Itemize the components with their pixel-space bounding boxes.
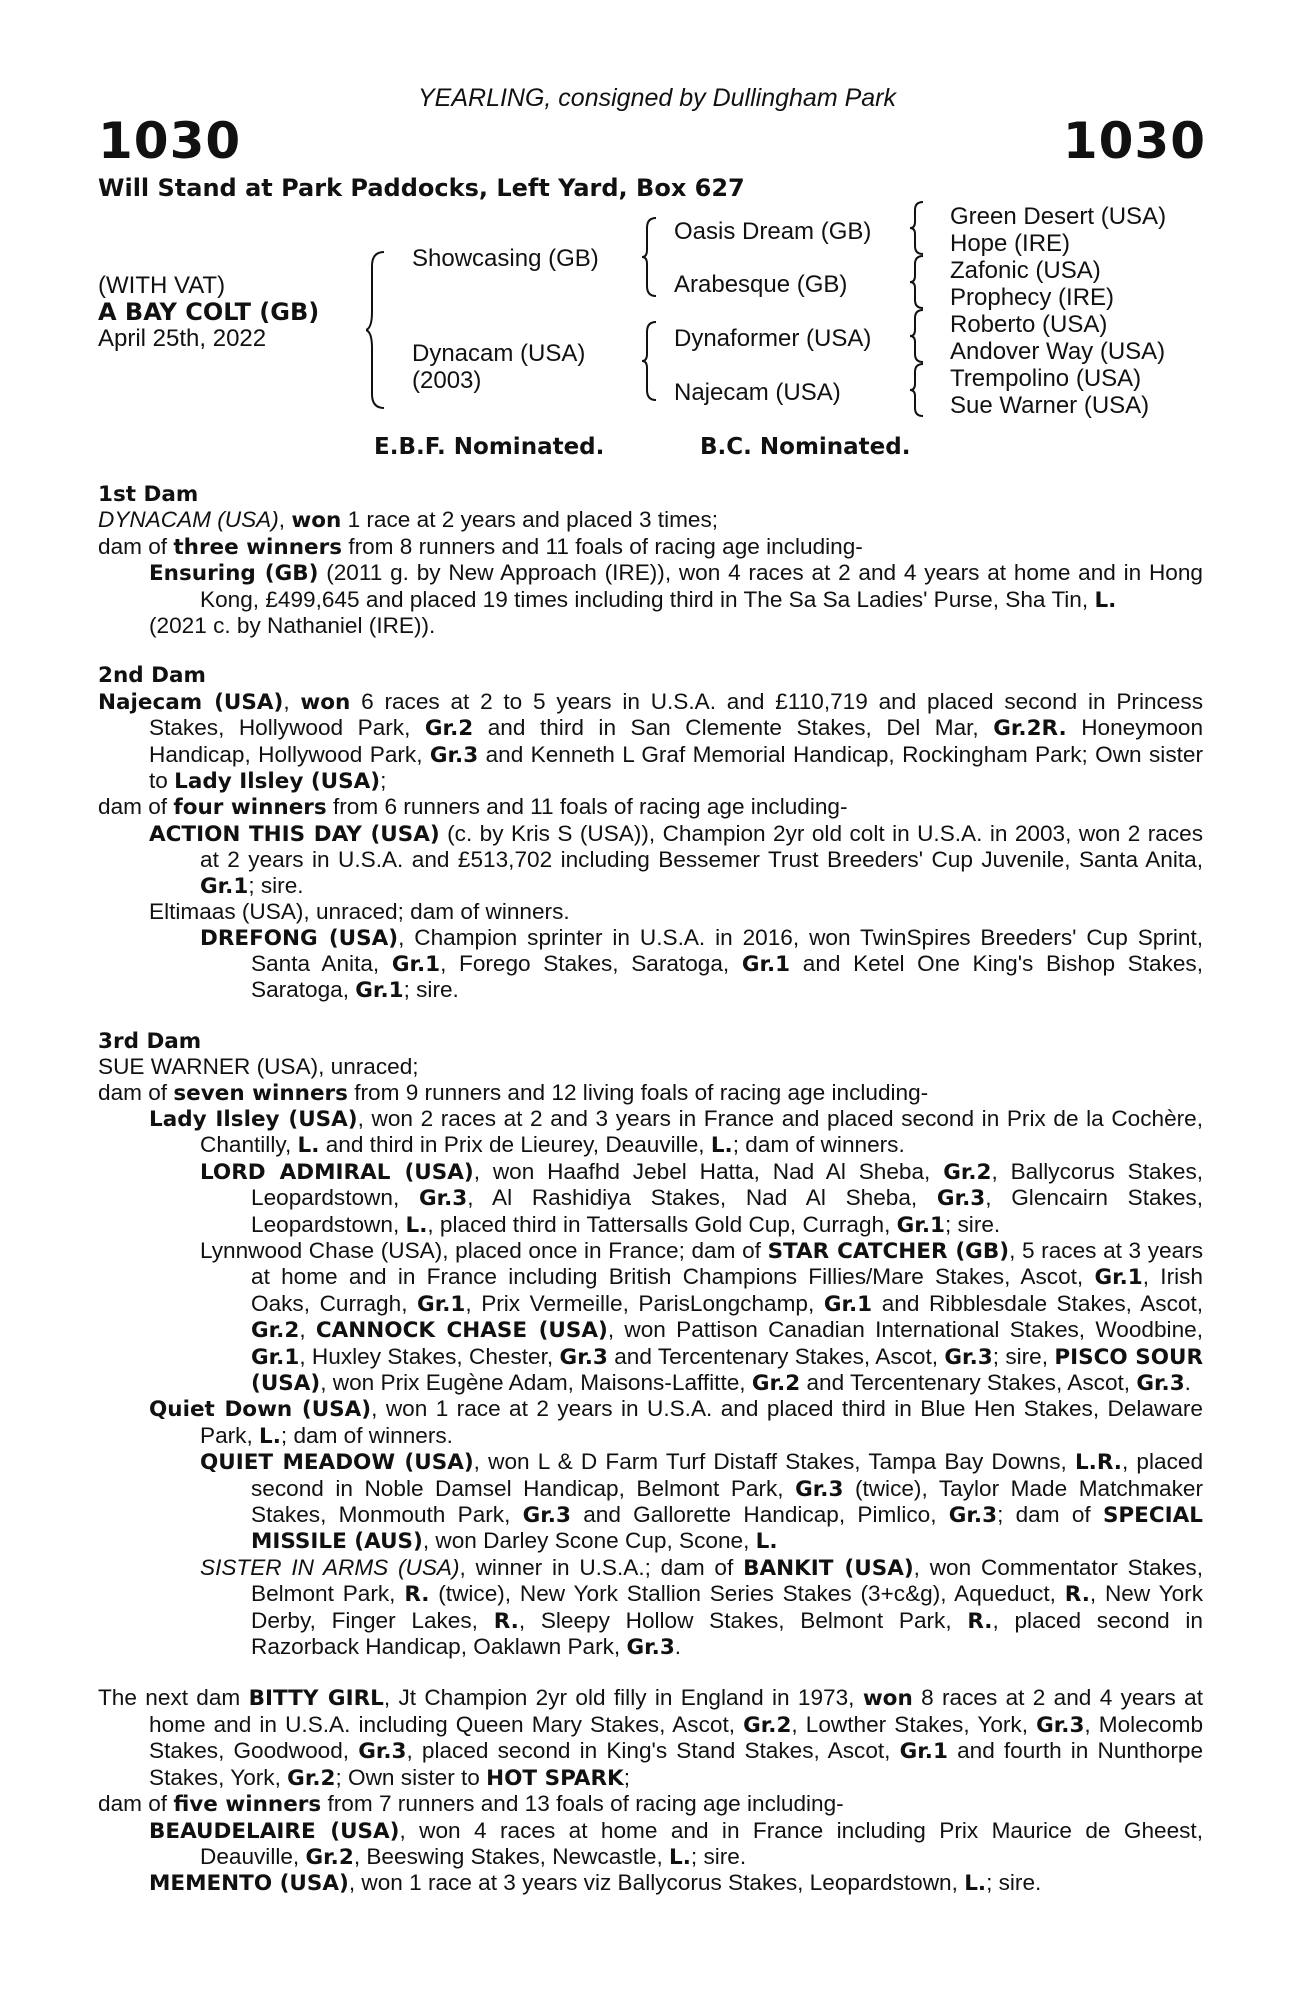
pedigree-ggs-2: Hope (IRE)	[950, 230, 1071, 257]
drefong-entry: DREFONG (USA), Champion sprinter in U.S.A. in 2016, won TwinSpires Breeders' Cup Sprint, Santa Anita, Gr.1, Forego Stakes, Saratoga, Gr.1 and Ketel One King's Bishop Stakes, Saratoga, Gr.1; sire.	[200, 924, 1204, 1004]
pedigree-brace-dam	[642, 320, 660, 402]
pedigree-dam-year: (2003)	[412, 367, 482, 394]
ebf-nomination: E.B.F. Nominated.	[374, 434, 605, 460]
pedigree-ggs-1: Green Desert (USA)	[950, 203, 1167, 230]
eltimaas-entry: Eltimaas (USA), unraced; dam of winners.	[149, 899, 570, 925]
najecam-produce: dam of four winners from 6 runners and 11 foals of racing age including-	[98, 794, 848, 821]
next-dam-produce: dam of five winners from 7 runners and 13 foals of racing age including-	[98, 1791, 844, 1818]
beaudelaire-entry: BEAUDELAIRE (USA), won 4 races at home and in France including Prix Maurice de Gheest, Deauville, Gr.2, Beeswing Stakes, Newcastle, L.; sire.	[149, 1817, 1203, 1870]
lynnwood-chase-entry: Lynnwood Chase (USA), placed once in France; dam of STAR CATCHER (GB), 5 races at 3 years at home and in France including British Champions Fillies/Mare Stakes, Ascot, Gr.1, Irish Oaks, Curragh, Gr.1, Prix Vermeille, ParisLongchamp, Gr.1 and Ribblesdale Stakes, Ascot, Gr.2, CANNOCK CHASE (USA), won Pattison Canadian International Stakes, Woodbine, Gr.1, Huxley Stakes, Chester, Gr.3 and Tercentenary Stakes, Ascot, Gr.3; sire, PISCO SOUR (USA), won Prix Eugène Adam, Maisons-Laffitte, Gr.2 and Tercentenary Stakes, Ascot, Gr.3.	[200, 1237, 1204, 1396]
sue-warner-entry: SUE WARNER (USA), unraced;	[98, 1054, 419, 1080]
produce-2021: (2021 c. by Nathaniel (IRE)).	[149, 613, 436, 639]
pedigree-brace-sire	[642, 216, 660, 298]
action-this-day-entry: ACTION THIS DAY (USA) (c. by Kris S (USA)), Champion 2yr old colt in U.S.A. in 2003, won 2 races at 2 years in U.S.A. and £513,702 including Bessemer Trust Breeders' Cup Juvenile, Santa Anita, Gr.1; sire.	[149, 820, 1203, 899]
pedigree-brace-g4	[910, 362, 926, 418]
first-dam-heading: 1st Dam	[98, 482, 199, 507]
stand-location: Will Stand at Park Paddocks, Left Yard, Box 627	[98, 174, 745, 202]
pedigree-brace-g2	[910, 254, 926, 310]
sister-in-arms-entry: SISTER IN ARMS (USA), winner in U.S.A.; dam of BANKIT (USA), won Commentator Stakes, Belmont Park, R. (twice), New York Stallion Series Stakes (3+c&g), Aqueduct, R., New York Derby, Finger Lakes, R., Sleepy Hollow Stakes, Belmont Park, R., placed second in Razorback Handicap, Oaklawn Park, Gr.3.	[200, 1554, 1203, 1661]
vat-note: (WITH VAT)	[98, 272, 226, 299]
pedigree-ggs-6: Andover Way (USA)	[950, 338, 1166, 365]
pedigree-ggs-8: Sue Warner (USA)	[950, 392, 1150, 419]
pedigree-sire: Showcasing (GB)	[412, 245, 599, 272]
pedigree-ggs-3: Zafonic (USA)	[950, 257, 1101, 284]
consignor-subtitle: YEARLING, consigned by Dullingham Park	[417, 84, 896, 112]
pedigree-granddam-2: Najecam (USA)	[674, 379, 841, 406]
pedigree-brace-g3	[910, 308, 926, 364]
lot-number-right: 1030	[1062, 112, 1206, 170]
first-dam-produce: dam of three winners from 8 runners and 11 foals of racing age including-	[98, 533, 863, 560]
najecam-entry: Najecam (USA), won 6 races at 2 to 5 years in U.S.A. and £110,719 and placed second in Princess Stakes, Hollywood Park, Gr.2 and third in San Clemente Stakes, Del Mar, Gr.2R. Honeymoon Handicap, Hollywood Park, Gr.3 and Kenneth L Graf Memorial Handicap, Rockingham Park; Own sister to Lady Ilsley (USA);	[98, 688, 1204, 795]
lot-number-left: 1030	[98, 112, 242, 170]
lot-dob: April 25th, 2022	[98, 325, 267, 352]
next-dam-entry: The next dam BITTY GIRL, Jt Champion 2yr old filly in England in 1973, won 8 races at 2 and 4 years at home and in U.S.A. including Queen Mary Stakes, Ascot, Gr.2, Lowther Stakes, York, Gr.3, Molecomb Stakes, Goodwood, Gr.3, placed second in King's Stand Stakes, Ascot, Gr.1 and fourth in Nunthorpe Stakes, York, Gr.2; Own sister to HOT SPARK;	[98, 1685, 1204, 1791]
pedigree-ggs-5: Roberto (USA)	[950, 311, 1108, 338]
memento-entry: MEMENTO (USA), won 1 race at 3 years viz Ballycorus Stakes, Leopardstown, L.; sire.	[149, 1870, 1042, 1897]
pedigree-dam: Dynacam (USA)	[412, 340, 586, 367]
pedigree-ggs-4: Prophecy (IRE)	[950, 284, 1115, 311]
first-dam-entry: DYNACAM (USA), won 1 race at 2 years and placed 3 times;	[98, 507, 719, 534]
lot-name: A BAY COLT (GB)	[98, 298, 320, 326]
lady-ilsley-entry: Lady Ilsley (USA), won 2 races at 2 and 3 years in France and placed second in Prix de la Cochère, Chantilly, L. and third in Prix de Lieurey, Deauville, L.; dam of winners.	[149, 1105, 1204, 1159]
pedigree-grandsire-1: Oasis Dream (GB)	[674, 218, 872, 245]
ensuring-entry: Ensuring (GB) (2011 g. by New Approach (IRE)), won 4 races at 2 and 4 years at home and in Hong Kong, £499,645 and placed 19 times including third in The Sa Sa Ladies' Purse, Sha Tin, L.	[149, 560, 1204, 613]
second-dam-heading: 2nd Dam	[98, 663, 206, 689]
lord-admiral-entry: LORD ADMIRAL (USA), won Haafhd Jebel Hatta, Nad Al Sheba, Gr.2, Ballycorus Stakes, Leopardstown, Gr.3, Al Rashidiya Stakes, Nad Al Sheba, Gr.3, Glencairn Stakes, Leopardstown, L., placed third in Tattersalls Gold Cup, Curragh, Gr.1; sire.	[200, 1158, 1204, 1238]
quiet-meadow-entry: QUIET MEADOW (USA), won L & D Farm Turf Distaff Stakes, Tampa Bay Downs, L.R., placed second in Noble Damsel Handicap, Belmont Park, Gr.3 (twice), Taylor Made Matchmaker Stakes, Monmouth Park, Gr.3 and Gallorette Handicap, Pimlico, Gr.3; dam of SPECIAL MISSILE (AUS), won Darley Scone Cup, Scone, L.	[200, 1449, 1204, 1555]
pedigree-grandsire-2: Dynaformer (USA)	[674, 325, 872, 352]
pedigree-brace-g1	[910, 200, 926, 256]
pedigree-ggs-7: Trempolino (USA)	[950, 365, 1142, 392]
quiet-down-entry: Quiet Down (USA), won 1 race at 2 years in U.S.A. and placed third in Blue Hen Stakes, Delaware Park, L.; dam of winners.	[149, 1396, 1203, 1449]
pedigree-brace-main	[366, 250, 388, 410]
catalogue-body	[98, 482, 1203, 1897]
bc-nomination: B.C. Nominated.	[700, 434, 911, 460]
pedigree-granddam-1: Arabesque (GB)	[674, 271, 848, 298]
third-dam-heading: 3rd Dam	[98, 1028, 202, 1054]
sue-warner-produce: dam of seven winners from 9 runners and 12 living foals of racing age including-	[98, 1079, 929, 1106]
